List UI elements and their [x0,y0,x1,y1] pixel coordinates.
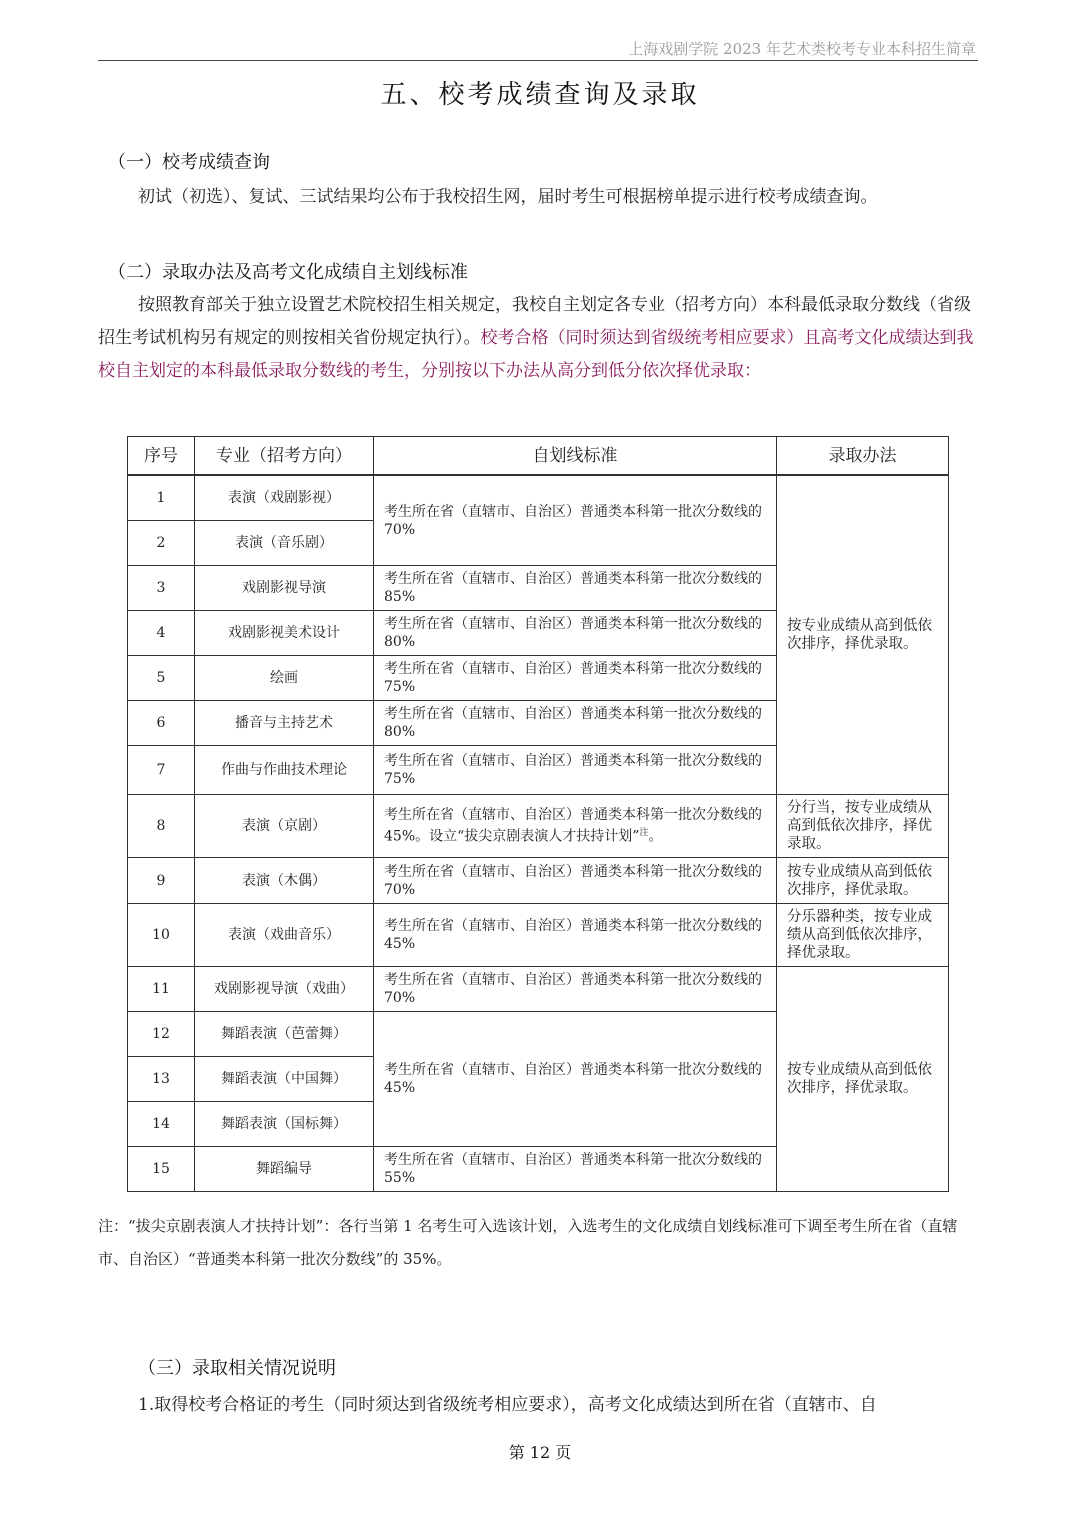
row-no: 1 [128,476,195,521]
row-standard: 考生所在省（直辖市、自治区）普通类本科第一批次分数线的 80% [374,701,777,746]
row-major: 作曲与作曲技术理论 [195,746,374,795]
section3-heading: （三）录取相关情况说明 [138,1358,336,1379]
page-number: 第 12 页 [508,1443,572,1462]
row-method: 分乐器种类，按专业成绩从高到低依次排序，择优录取。 [777,904,949,967]
row-major: 表演（京剧） [195,795,374,858]
row-major: 戏剧影视美术设计 [195,611,374,656]
row-major: 表演（音乐剧） [195,521,374,566]
row-standard [374,795,777,858]
section1-body: 初试（初选）、复试、三试结果均公布于我校招生网，届时考生可根据榜单提示进行校考成绩查询。 [138,187,878,207]
row-major: 表演（戏剧影视） [195,476,374,521]
row-major: 表演（木偶） [195,858,374,904]
table-note: 注：“拔尖京剧表演人才扶持计划”：各行当第 1 名考生可入选该计划，入选考生的文化成绩自划线标准可下调至考生所在省（直辖市、自治区）“普通类本科第一批次分数线”的 35%。 [98,1217,958,1268]
row-no: 8 [128,795,195,858]
row-major: 舞蹈编导 [195,1147,374,1192]
row-standard: 考生所在省（直辖市、自治区）普通类本科第一批次分数线的 45% [374,904,777,967]
row-no: 10 [128,904,195,967]
table-row [128,476,949,521]
row-major: 播音与主持艺术 [195,701,374,746]
table-row [128,858,949,904]
section2-body-plain: 按照教育部关于独立设置艺术院校招生相关规定，我校自主划定各专业（招考方向）本科最低录取分数线（省级招生考试机构另有规定的则按相关省份规定执行）。 [98,295,971,348]
header-no: 序号 [128,437,195,475]
header-method: 录取办法 [777,437,949,475]
row-no: 12 [128,1012,195,1057]
row-major: 舞蹈表演（芭蕾舞） [195,1012,374,1057]
section2-body-highlight: 校考合格（同时须达到省级统考相应要求）且高考文化成绩达到我校自主划定的本科最低录取分数线的考生，分别按以下办法从高分到低分依次择优录取： [98,328,974,381]
row-standard: 考生所在省（直辖市、自治区）普通类本科第一批次分数线的 55% [374,1147,777,1192]
row-no: 11 [128,967,195,1012]
page-title: 五、校考成绩查询及录取 [380,80,700,110]
table-row [128,967,949,1012]
row-major: 戏剧影视导演 [195,566,374,611]
row-major: 绘画 [195,656,374,701]
row-standard: 考生所在省（直辖市、自治区）普通类本科第一批次分数线的 75% [374,746,777,795]
row-no: 6 [128,701,195,746]
row-no: 9 [128,858,195,904]
table-header-row [128,437,949,475]
row-standard: 考生所在省（直辖市、自治区）普通类本科第一批次分数线的 70% [374,858,777,904]
row-method: 按专业成绩从高到低依次排序，择优录取。 [777,967,949,1192]
row-major: 戏剧影视导演（戏曲） [195,967,374,1012]
page-header-text: 上海戏剧学院 2023 年艺术类校考专业本科招生简章 [628,40,976,58]
header-rule [98,60,978,61]
row-standard: 考生所在省（直辖市、自治区）普通类本科第一批次分数线的 70% [374,476,777,566]
standard-text-end: 。 [648,828,663,845]
row-method: 分行当，按专业成绩从高到低依次排序，择优录取。 [777,795,949,858]
section2-heading: （二）录取办法及高考文化成绩自主划线标准 [108,262,468,283]
row-no: 4 [128,611,195,656]
row-method: 按专业成绩从高到低依次排序，择优录取。 [777,476,949,795]
row-standard: 考生所在省（直辖市、自治区）普通类本科第一批次分数线的 70% [374,967,777,1012]
row-no: 13 [128,1057,195,1102]
note-mark: 注 [639,828,649,839]
standard-text: 考生所在省（直辖市、自治区）普通类本科第一批次分数线的 45%。设立“拔尖京剧表演人才扶持计划” [384,807,762,845]
row-standard: 考生所在省（直辖市、自治区）普通类本科第一批次分数线的 80% [374,611,777,656]
row-standard: 考生所在省（直辖市、自治区）普通类本科第一批次分数线的 45% [374,1012,777,1147]
row-standard: 考生所在省（直辖市、自治区）普通类本科第一批次分数线的 75% [374,656,777,701]
row-no: 3 [128,566,195,611]
row-method: 按专业成绩从高到低依次排序，择优录取。 [777,858,949,904]
table-row [128,795,949,858]
row-major: 舞蹈表演（中国舞） [195,1057,374,1102]
table-row [128,904,949,967]
row-major: 表演（戏曲音乐） [195,904,374,967]
row-no: 2 [128,521,195,566]
row-no: 15 [128,1147,195,1192]
section2-body [98,289,980,388]
row-no: 14 [128,1102,195,1147]
section3-body: 1.取得校考合格证的考生（同时须达到省级统考相应要求），高考文化成绩达到所在省（直辖市、自 [138,1395,877,1415]
row-standard: 考生所在省（直辖市、自治区）普通类本科第一批次分数线的 85% [374,566,777,611]
row-no: 7 [128,746,195,795]
header-major: 专业（招考方向） [195,437,374,475]
section1-heading: （一）校考成绩查询 [108,152,270,173]
header-standard: 自划线标准 [374,437,777,475]
row-major: 舞蹈表演（国标舞） [195,1102,374,1147]
admission-table [127,436,949,1192]
row-no: 5 [128,656,195,701]
